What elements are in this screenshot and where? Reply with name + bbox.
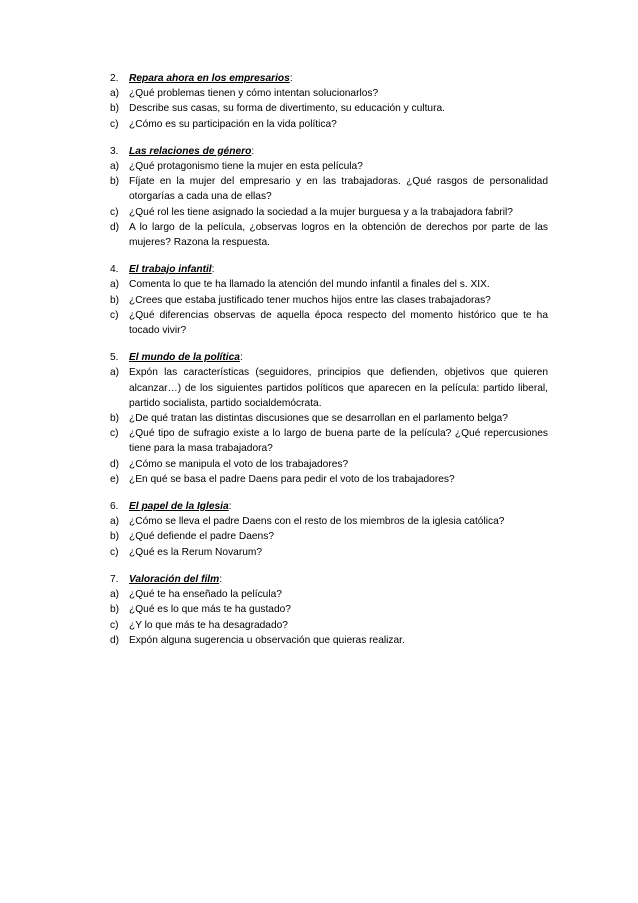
item-marker: c) — [110, 118, 119, 130]
question-item — [110, 277, 548, 292]
question-item — [110, 457, 548, 472]
item-marker: c) — [110, 206, 119, 218]
item-marker: a) — [110, 589, 120, 601]
item-text: ¿Qué tipo de sufragio existe a lo largo de buena parte de la película? ¿Qué repercusiones tiene para la masa trabajadora? — [129, 428, 548, 455]
item-marker: a) — [110, 367, 120, 379]
question-item — [110, 86, 548, 101]
section-heading: 4. El trabajo infantil: — [110, 262, 548, 277]
item-text: ¿Qué protagonismo tiene la mujer en esta película? — [129, 161, 363, 173]
section-number: 4. — [110, 264, 119, 276]
question-section — [110, 572, 548, 648]
item-text: ¿Qué problemas tienen y cómo intentan solucionarlos? — [129, 88, 379, 100]
item-marker: b) — [110, 531, 120, 543]
item-text: ¿Qué es la Rerum Novarum? — [129, 546, 263, 558]
question-item — [110, 220, 548, 250]
question-item — [110, 633, 548, 648]
item-marker: c) — [110, 309, 119, 321]
item-marker: b) — [110, 413, 120, 425]
section-number: 7. — [110, 573, 119, 585]
item-text: Expón las características (seguidores, principios que defienden, objetivos que quieren alcanzar…) de los siguientes partidos políticos que aparecen en la película: partido liberal, partido socialista, partido socialdemócrata. — [129, 367, 548, 409]
section-title: Valoración del film — [129, 573, 220, 585]
question-section — [110, 262, 548, 338]
item-text: ¿Cómo se manipula el voto de los trabajadores? — [129, 458, 349, 470]
item-marker: c) — [110, 428, 119, 440]
question-item — [110, 411, 548, 426]
item-marker: b) — [110, 294, 120, 306]
item-marker: b) — [110, 176, 120, 188]
section-number: 5. — [110, 352, 119, 364]
section-title: Las relaciones de género — [129, 145, 252, 157]
item-marker: b) — [110, 604, 120, 616]
question-item — [110, 529, 548, 544]
section-heading: 3. Las relaciones de género: — [110, 144, 548, 159]
question-section — [110, 350, 548, 487]
item-text: ¿Y lo que más te ha desagradado? — [129, 619, 288, 631]
section-title: El papel de la Iglesia — [129, 501, 229, 513]
section-number: 3. — [110, 145, 119, 157]
item-text: ¿De qué tratan las distintas discusiones que se desarrollan en el parlamento belga? — [129, 413, 508, 425]
section-heading: 5. El mundo de la política: — [110, 350, 548, 365]
question-item — [110, 602, 548, 617]
item-text: Expón alguna sugerencia u observación que quieras realizar. — [129, 634, 405, 646]
questionnaire — [110, 71, 548, 660]
item-text: Fíjate en la mujer del empresario y en las trabajadoras. ¿Qué rasgos de personalidad otorgarías a cada una de ellas? — [129, 176, 548, 203]
item-marker: d) — [110, 221, 120, 233]
item-text: ¿Qué es lo que más te ha gustado? — [129, 604, 291, 616]
item-marker: c) — [110, 546, 119, 558]
question-item — [110, 365, 548, 411]
section-title: El trabajo infantil — [129, 264, 212, 276]
question-section — [110, 144, 548, 250]
section-title: El mundo de la política — [129, 352, 240, 364]
item-text: ¿Cómo se lleva el padre Daens con el resto de los miembros de la iglesia católica? — [129, 516, 505, 528]
question-item — [110, 545, 548, 560]
question-item — [110, 159, 548, 174]
question-item — [110, 426, 548, 456]
section-heading: 2. Repara ahora en los empresarios: — [110, 71, 548, 86]
item-marker: b) — [110, 103, 120, 115]
item-text: Comenta lo que te ha llamado la atención del mundo infantil a finales del s. XIX. — [129, 279, 490, 291]
question-item — [110, 293, 548, 308]
question-item — [110, 472, 548, 487]
question-section — [110, 499, 548, 560]
question-item — [110, 174, 548, 204]
question-item — [110, 587, 548, 602]
item-marker: a) — [110, 88, 120, 100]
item-marker: c) — [110, 619, 119, 631]
item-marker: a) — [110, 279, 120, 291]
question-item — [110, 618, 548, 633]
question-section — [110, 71, 548, 132]
question-item — [110, 101, 548, 116]
item-text: ¿Qué rol les tiene asignado la sociedad a la mujer burguesa y a la trabajadora fabril? — [129, 206, 513, 218]
question-item — [110, 117, 548, 132]
item-text: ¿En qué se basa el padre Daens para pedir el voto de los trabajadores? — [129, 473, 455, 485]
item-marker: a) — [110, 516, 120, 528]
section-heading: 6. El papel de la Iglesia: — [110, 499, 548, 514]
item-text: Describe sus casas, su forma de divertimento, su educación y cultura. — [129, 103, 445, 115]
section-number: 6. — [110, 501, 119, 513]
section-number: 2. — [110, 73, 119, 84]
item-text: ¿Qué defiende el padre Daens? — [129, 531, 274, 543]
question-item — [110, 308, 548, 338]
item-text: A lo largo de la película, ¿observas logros en la obtención de derechos por parte de las mujeres? Razona la respuesta. — [129, 221, 548, 249]
question-item — [110, 205, 548, 220]
item-marker: a) — [110, 161, 120, 173]
section-heading: 7. Valoración del film: — [110, 572, 548, 587]
item-marker: d) — [110, 458, 120, 470]
item-text: ¿Qué diferencias observas de aquella época respecto del momento histórico que te ha tocado vivir? — [129, 309, 548, 337]
section-title: Repara ahora en los empresarios — [129, 73, 290, 84]
item-marker: d) — [110, 634, 120, 646]
item-text: ¿Cómo es su participación en la vida política? — [129, 118, 337, 130]
item-text: ¿Crees que estaba justificado tener muchos hijos entre las clases trabajadoras? — [129, 294, 491, 306]
item-text: ¿Qué te ha enseñado la película? — [129, 589, 282, 601]
item-marker: e) — [110, 473, 120, 485]
question-item — [110, 514, 548, 529]
